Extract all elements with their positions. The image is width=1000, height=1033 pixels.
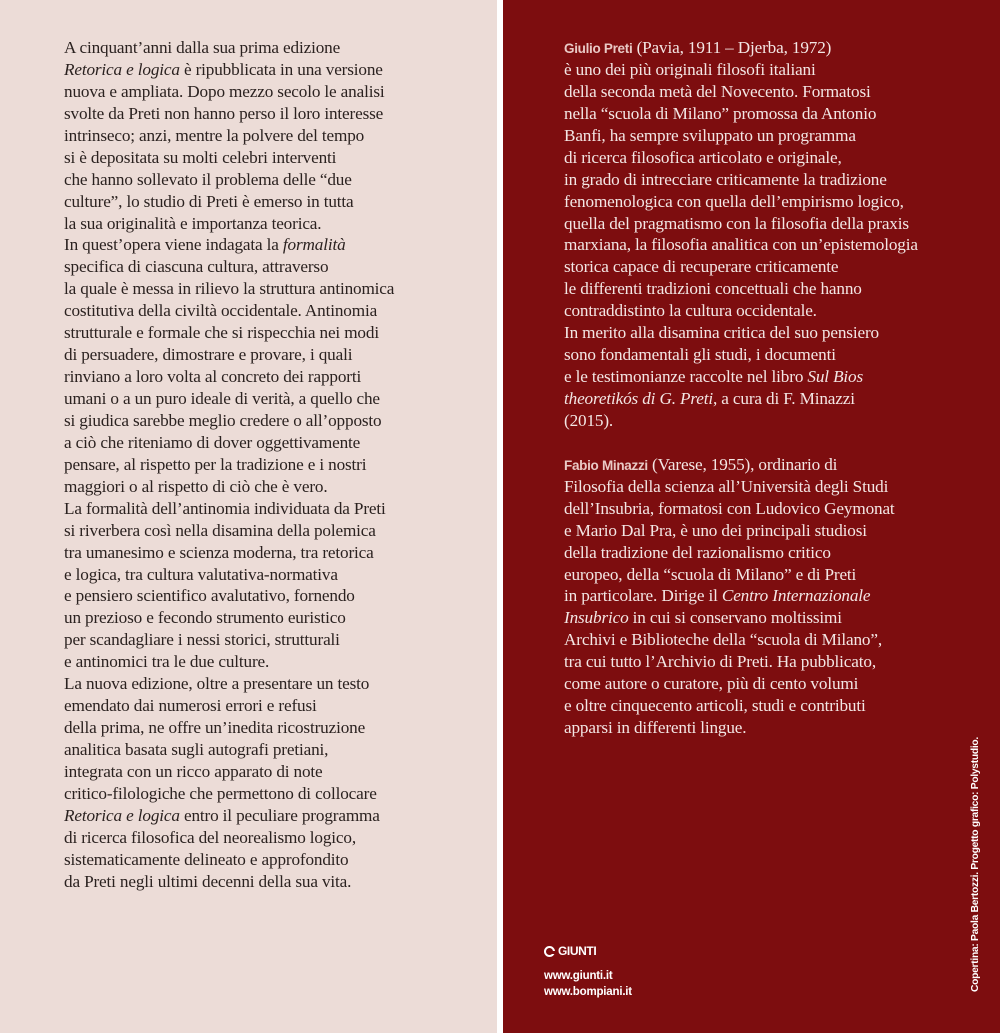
text-line: della tradizione del razionalismo critico bbox=[564, 542, 831, 562]
text-line: si riverbera così nella disamina della polemica bbox=[64, 520, 376, 540]
synopsis-text bbox=[64, 37, 394, 893]
text-line: svolte da Preti non hanno perso il loro interesse bbox=[64, 103, 384, 123]
text-line: marxiana, la filosofia analitica con un’epistemologia bbox=[564, 235, 918, 255]
text-line: e antinomici tra le due culture. bbox=[64, 652, 270, 672]
italic-title: Centro Internazionale bbox=[721, 586, 871, 606]
text-line: strutturale e formale che si rispecchia nei modi bbox=[64, 323, 379, 343]
italic-title: Insubrico bbox=[564, 608, 629, 628]
text-line: la quale è messa in rilievo la struttura antinomica bbox=[64, 279, 395, 299]
text-line: Insubrico in cui si conservano moltissimi bbox=[564, 608, 842, 628]
italic-title: formalità bbox=[282, 235, 346, 255]
text-line: Giulio Preti (Pavia, 1911 – Djerba, 1972) bbox=[564, 38, 832, 57]
text-line: e le testimonianze raccolte nel libro Sul Bios bbox=[564, 367, 864, 387]
text-line: quella del pragmatismo con la filosofia della praxis bbox=[564, 213, 909, 233]
italic-title: theoretikós di G. Preti bbox=[564, 389, 713, 408]
bio-fabio-minazzi bbox=[564, 454, 918, 739]
author-name: Fabio Minazzi bbox=[564, 457, 648, 473]
italic-title: Sul Bios bbox=[807, 367, 864, 387]
text-line: di persuadere, dimostrare e provare, i quali bbox=[64, 345, 353, 365]
text-line: è uno dei più originali filosofi italiani bbox=[564, 59, 816, 79]
text-line: analitica basata sugli autografi pretiani, bbox=[64, 740, 329, 759]
website-giunti: www.giunti.it bbox=[544, 970, 613, 982]
italic-title: Retorica e logica bbox=[64, 59, 180, 79]
text-line: specifica di ciascuna cultura, attraverso bbox=[64, 257, 329, 277]
text-line: (2015). bbox=[564, 410, 614, 430]
text-line: della seconda metà del Novecento. Formatosi bbox=[564, 81, 871, 101]
text-line: nella “scuola di Milano” promossa da Antonio bbox=[564, 103, 877, 123]
text-line: umani o a un puro ideale di verità, a quello che bbox=[64, 389, 380, 408]
text-line: europeo, della “scuola di Milano” e di Preti bbox=[564, 564, 857, 584]
text-line: di ricerca filosofica articolato e originale, bbox=[564, 147, 842, 167]
text-line: e logica, tra cultura valutativa-normativa bbox=[64, 564, 338, 584]
text-line: fenomenologica con quella dell’empirismo logico, bbox=[564, 191, 904, 211]
text-line: In merito alla disamina critica del suo pensiero bbox=[564, 323, 879, 343]
text-line: come autore o curatore, più di cento volumi bbox=[564, 674, 859, 694]
text-line: dell’Insubria, formatosi con Ludovico Geymonat bbox=[564, 498, 895, 518]
text-line: che hanno sollevato il problema delle “due bbox=[64, 169, 352, 189]
publisher-block bbox=[544, 944, 632, 1000]
text-line: sono fondamentali gli studi, i documenti bbox=[564, 345, 836, 365]
text-line: tra cui tutto l’Archivio di Preti. Ha pubblicato, bbox=[564, 652, 876, 672]
text-line: la sua originalità e importanza teorica. bbox=[64, 213, 322, 233]
text-line: Filosofia della scienza all’Università degli Studi bbox=[564, 476, 889, 496]
text-line: in grado di intrecciare criticamente la tradizione bbox=[564, 169, 887, 189]
author-bios bbox=[564, 37, 918, 739]
text-line: nuova e ampliata. Dopo mezzo secolo le analisi bbox=[64, 81, 385, 101]
text-line: e pensiero scientifico avalutativo, fornendo bbox=[64, 586, 355, 606]
text-line: rinviano a loro volta al concreto dei rapporti bbox=[64, 367, 362, 387]
text-line: intrinseco; anzi, mentre la polvere del tempo bbox=[64, 125, 365, 145]
text-line: emendato dai numerosi errori e refusi bbox=[64, 696, 317, 716]
text-line: Retorica e logica è ripubblicata in una versione bbox=[64, 59, 383, 79]
publisher-logo bbox=[544, 944, 632, 958]
text-line: integrata con un ricco apparato di note bbox=[64, 761, 323, 781]
website-bompiani: www.bompiani.it bbox=[544, 986, 632, 998]
bio-giulio-preti bbox=[564, 37, 918, 432]
text-line: Banfi, ha sempre sviluppato un programma bbox=[564, 125, 856, 145]
text-line: da Preti negli ultimi decenni della sua vita. bbox=[64, 871, 352, 891]
text-line: storica capace di recuperare criticamente bbox=[564, 257, 839, 277]
giunti-g-icon bbox=[544, 946, 555, 957]
cover-credit: Copertina: Paola Bertozzi. Progetto grafico: Polystudio. bbox=[970, 737, 981, 992]
text-line: un prezioso e fecondo strumento euristico bbox=[64, 608, 346, 628]
text-line: costitutiva della civiltà occidentale. Antinomia bbox=[64, 301, 378, 321]
text-line: Retorica e logica entro il peculiare programma bbox=[64, 805, 380, 825]
paragraph-gap bbox=[564, 432, 918, 454]
text-line: e oltre cinquecento articoli, studi e contributi bbox=[564, 696, 866, 716]
text-line: di ricerca filosofica del neorealismo logico, bbox=[64, 827, 357, 847]
text-line: della prima, ne offre un’inedita ricostruzione bbox=[64, 718, 366, 738]
text-line: In quest’opera viene indagata la formalità bbox=[64, 235, 346, 255]
text-line: a ciò che riteniamo di dover oggettivamente bbox=[64, 432, 361, 452]
text-line: pensare, al rispetto per la tradizione e i nostri bbox=[64, 454, 367, 474]
text-line: maggiori o al rispetto di ciò che è vero. bbox=[64, 476, 328, 496]
text-line: La formalità dell’antinomia individuata da Preti bbox=[64, 498, 386, 518]
text-line: theoretikós di G. Preti, a cura di F. Minazzi bbox=[564, 389, 855, 408]
text-line: contraddistinto la cultura occidentale. bbox=[564, 301, 817, 321]
text-line: per scandagliare i nessi storici, strutturali bbox=[64, 630, 340, 650]
text-line: critico-filologiche che permettono di collocare bbox=[64, 783, 377, 803]
text-line: e Mario Dal Pra, è uno dei principali studiosi bbox=[564, 520, 867, 540]
text-line: La nuova edizione, oltre a presentare un testo bbox=[64, 674, 370, 694]
text-line: sistematicamente delineato e approfondito bbox=[64, 849, 349, 869]
text-line: A cinquant’anni dalla sua prima edizione bbox=[64, 38, 341, 57]
author-name: Giulio Preti bbox=[564, 41, 633, 56]
text-line: tra umanesimo e scienza moderna, tra retorica bbox=[64, 542, 374, 562]
text-line: Fabio Minazzi (Varese, 1955), ordinario di bbox=[564, 454, 838, 474]
italic-title: Retorica e logica bbox=[64, 805, 180, 825]
text-line: si giudica sarebbe meglio credere o all’opposto bbox=[64, 410, 382, 430]
text-line: le differenti tradizioni concettuali che hanno bbox=[564, 279, 862, 299]
text-line: in particolare. Dirige il Centro Internazionale bbox=[564, 586, 871, 606]
text-line: si è depositata su molti celebri interventi bbox=[64, 147, 337, 167]
text-line: Archivi e Biblioteche della “scuola di Milano”, bbox=[564, 630, 882, 650]
text-line: apparsi in differenti lingue. bbox=[564, 718, 747, 738]
text-line: culture”, lo studio di Preti è emerso in tutta bbox=[64, 191, 354, 211]
publisher-logo-text: GIUNTI bbox=[558, 944, 597, 958]
